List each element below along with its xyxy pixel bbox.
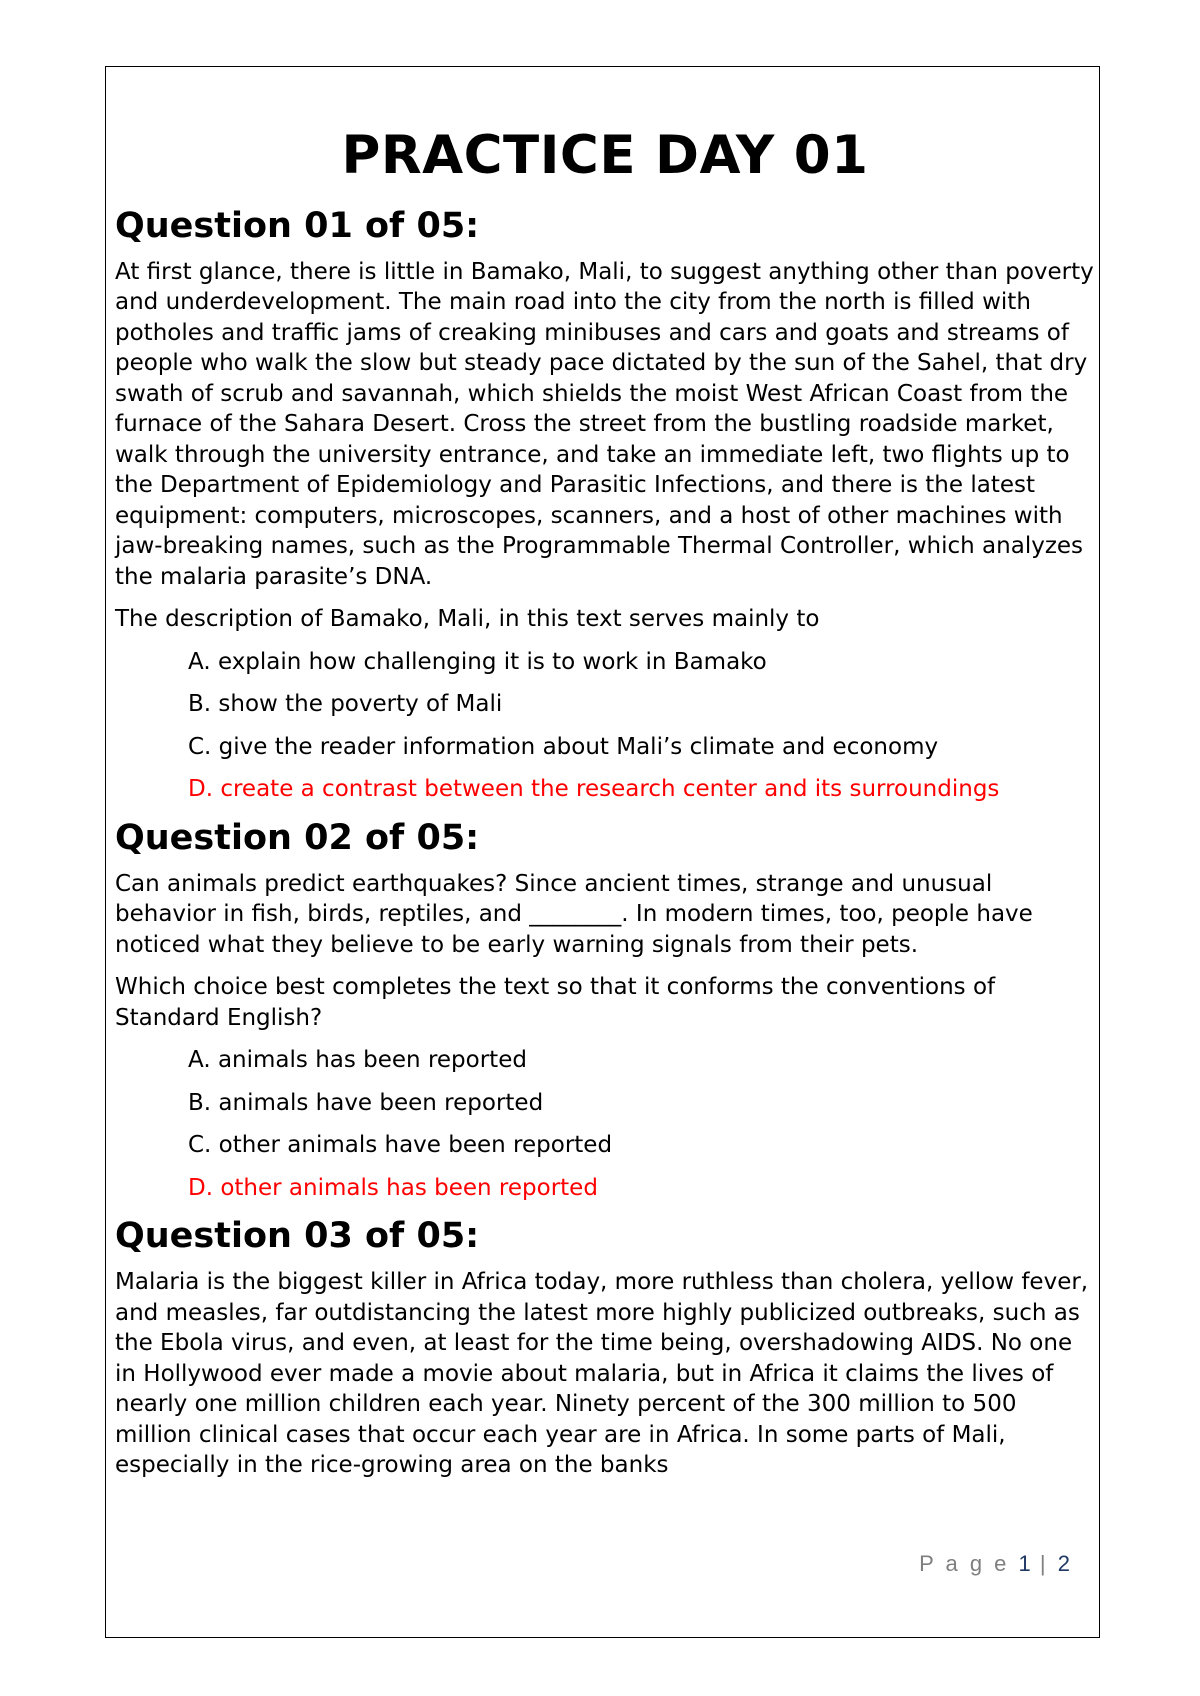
question-2 — [115, 817, 1095, 1204]
question-3 — [115, 1215, 1095, 1481]
page-separator: | — [1039, 1551, 1049, 1576]
answer-option-a: A. animals has been reported — [188, 1047, 527, 1074]
answer-option-b: B. show the poverty of Mali — [188, 691, 503, 718]
answer-options — [115, 1045, 1095, 1203]
question-heading: Question 03 of 05: — [115, 1216, 480, 1257]
answer-option-b: B. animals have been reported — [188, 1089, 544, 1116]
question-passage: At first glance, there is little in Bamako, Mali, to suggest anything other than poverty and underdevelopment. The main road into the city from the north is filled with potholes and traffic jams of creaking minibuses and cars and goats and streams of people who walk the slow but steady pace dictated by the sun of the Sahel, that dry swath of scrub and savannah, which shields the moist West African Coast from the furnace of the Sahara Desert. Cross the street from the bustling roadside market, walk through the university entrance, and take an immediate left, two flights up to the Department of Epidemiology and Parasitic Infections, and there is the latest equipment: computers, microscopes, scanners, and a host of other machines with jaw-breaking names, such as the Programmable Thermal Controller, which analyzes the malaria parasite’s DNA. — [115, 258, 1094, 590]
question-passage: Can animals predict earthquakes? Since ancient times, strange and unusual behavior in fish, birds, reptiles, and ________. In modern times, too, people have noticed what they believe to be early warning signals from their pets. — [115, 870, 1033, 958]
page-label: P a g e — [919, 1551, 1010, 1576]
page-footer — [919, 1551, 1070, 1577]
page-title: PRACTICE DAY 01 — [341, 125, 869, 186]
current-page-number: 1 — [1018, 1551, 1031, 1576]
answer-option-d-correct: D. other animals has been reported — [188, 1174, 598, 1201]
question-1 — [115, 205, 1095, 805]
answer-option-c: C. other animals have been reported — [188, 1132, 613, 1159]
question-heading: Question 02 of 05: — [115, 817, 480, 858]
answer-option-a: A. explain how challenging it is to work in Bamako — [188, 648, 767, 675]
answer-option-d-correct: D. create a contrast between the research center and its surroundings — [188, 776, 1000, 803]
question-heading: Question 01 of 05: — [115, 205, 480, 246]
total-pages-number: 2 — [1057, 1551, 1070, 1576]
answer-options — [115, 647, 1095, 805]
question-prompt: Which choice best completes the text so that it conforms the conventions of Standard English? — [115, 974, 996, 1031]
question-prompt: The description of Bamako, Mali, in this text serves mainly to — [115, 606, 820, 633]
answer-option-c: C. give the reader information about Mali’s climate and economy — [188, 733, 939, 760]
document-body — [115, 126, 1095, 1493]
question-passage: Malaria is the biggest killer in Africa today, more ruthless than cholera, yellow fever, and measles, far outdistancing the latest more highly publicized outbreaks, such as the Ebola virus, and even, at least for the time being, overshadowing AIDS. No one in Hollywood ever made a movie about malaria, but in Africa it claims the lives of nearly one million children each year. Ninety percent of the 300 million to 500 million clinical cases that occur each year are in Africa. In some parts of Mali, especially in the rice-growing area on the banks — [115, 1269, 1089, 1479]
